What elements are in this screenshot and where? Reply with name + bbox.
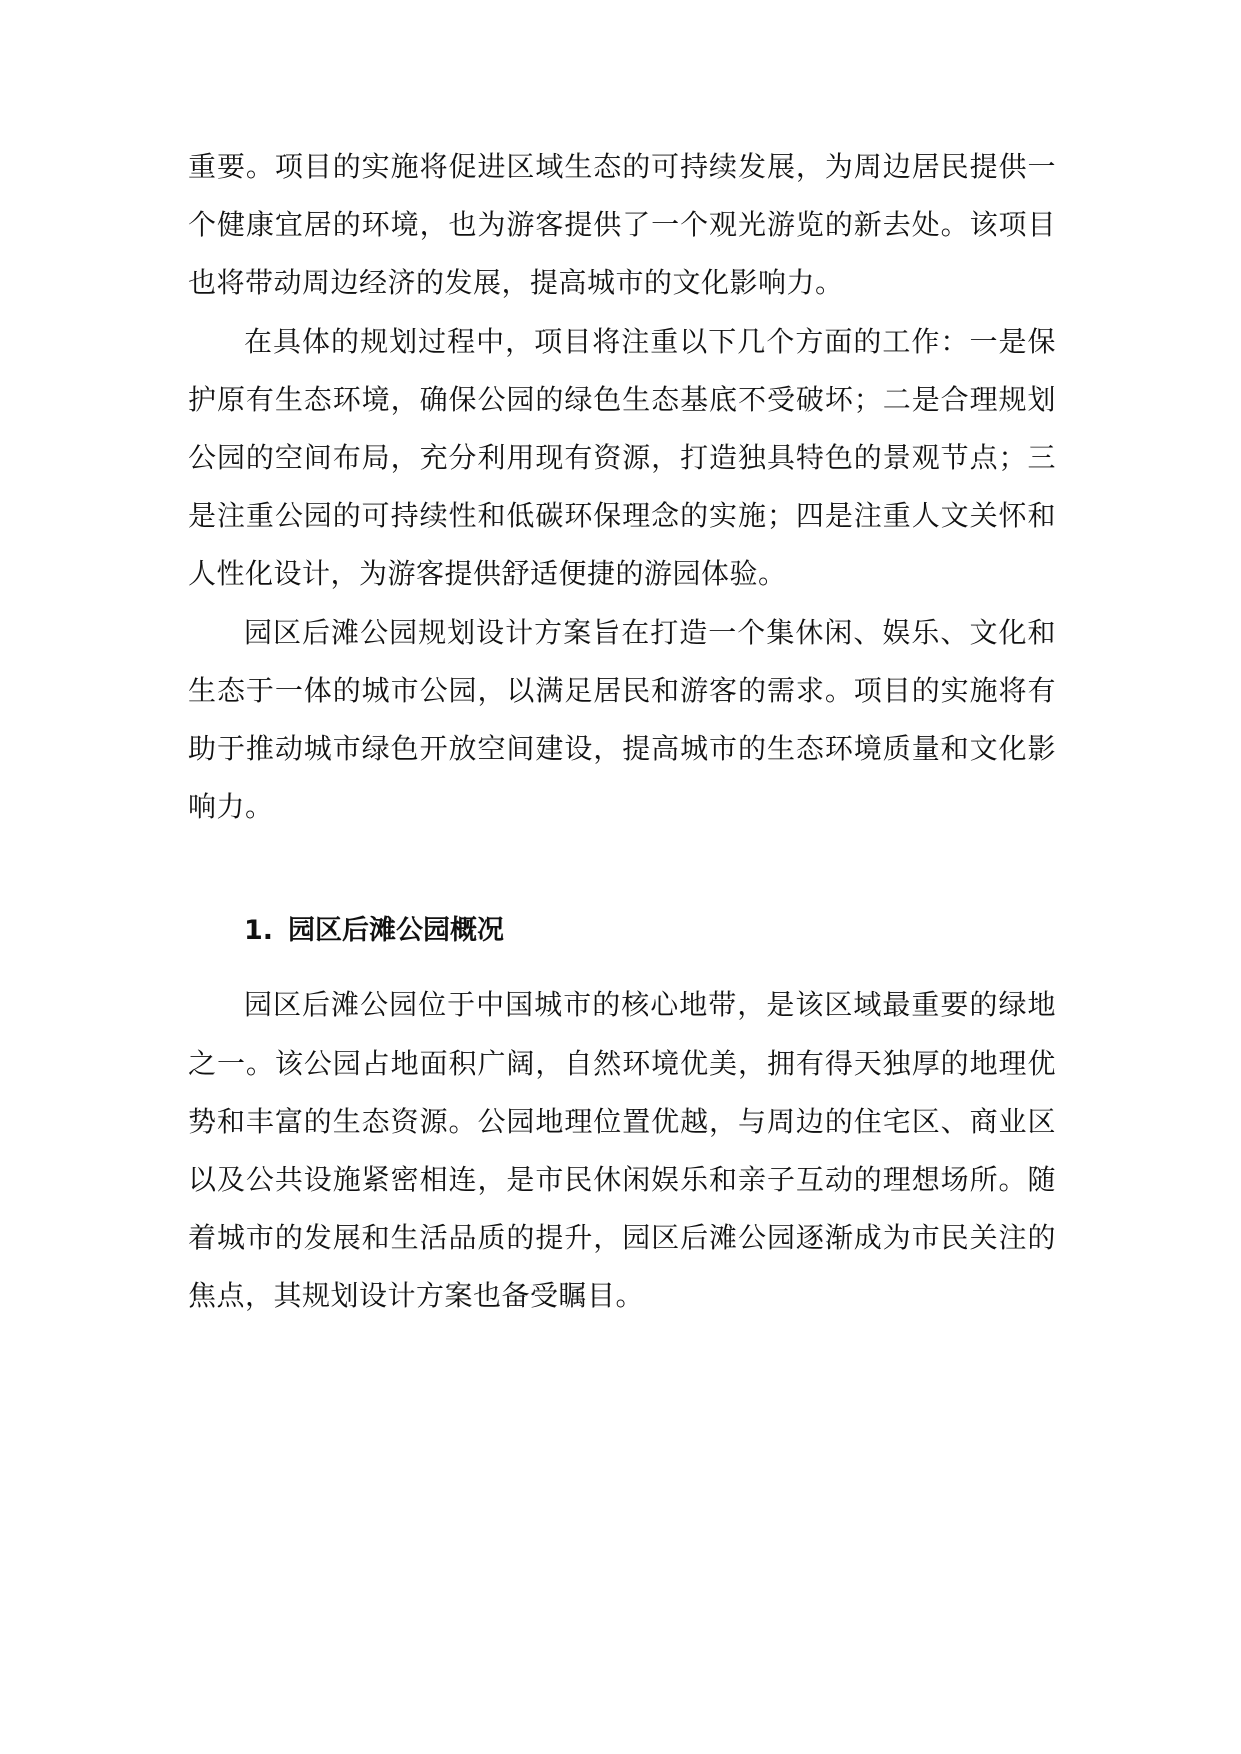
section-number: 1. (244, 915, 274, 947)
body-paragraph: 园区后滩公园规划设计方案旨在打造一个集休闲、娱乐、文化和生态于一体的城市公园，以满足居民和游客的需求。项目的实施将有助于推动城市绿色开放空间建设，提高城市的生态环境质量和文化影响力。 (188, 615, 1056, 824)
body-paragraph: 在具体的规划过程中，项目将注重以下几个方面的工作：一是保护原有生态环境，确保公园的绿色生态基底不受破坏；二是合理规划公园的空间布局，充分利用现有资源，打造独具特色的景观节点；三是注重公园的可持续性和低碳环保理念的实施；四是注重人文关怀和人性化设计，为游客提供舒适便捷的游园体验。 (188, 324, 1056, 591)
section-title-text: 园区后滩公园概况 (288, 915, 504, 947)
body-paragraph: 园区后滩公园位于中国城市的核心地带，是该区域最重要的绿地之一。该公园占地面积广阔，自然环境优美，拥有得天独厚的地理优势和丰富的生态资源。公园地理位置优越，与周边的住宅区、商业区以及公共设施紧密相连，是市民休闲娱乐和亲子互动的理想场所。随着城市的发展和生活品质的提升，园区后滩公园逐渐成为市民关注的焦点，其规划设计方案也备受瞩目。 (188, 988, 1056, 1313)
document-body (188, 138, 1056, 1326)
body-paragraph: 重要。项目的实施将促进区域生态的可持续发展，为周边居民提供一个健康宜居的环境，也为游客提供了一个观光游览的新去处。该项目也将带动周边经济的发展，提高城市的文化影响力。 (188, 150, 1056, 300)
section-heading (188, 902, 1056, 960)
